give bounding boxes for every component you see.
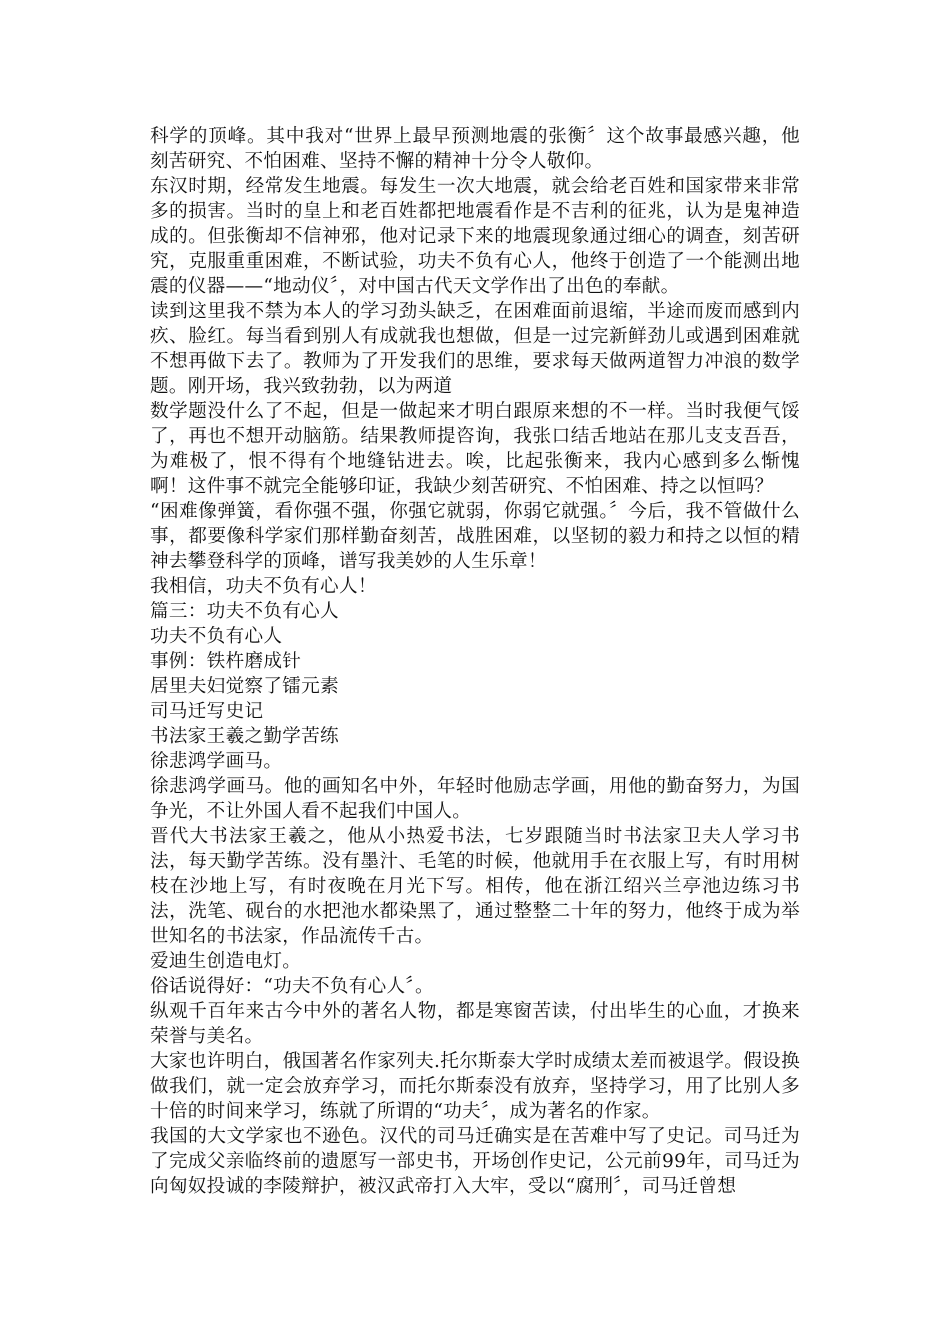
paragraph-2: 东汉时期，经常发生地震。每发生一次大地震，就会给老百姓和国家带来非常多的损害。当时的皇上和老百姓都把地震看作是不吉利的征兆，认为是鬼神造成的。但张衡却不信神邪，他对记录下来的地震现象通过细心的调查，刻苦研究，克服重重困难，不断试验，功夫不负有心人，他终于创造了一个能测出地震的仪器——“地动仪〞，对中国古代天文学作出了出色的奉献。: [150, 176, 800, 297]
paragraph-4: 数学题没什么了不起，但是一做起来才明白跟原来想的不一样。当时我便气馁了，再也不想开动脑筋。结果教师提咨询，我张口结舌地站在那儿支支吾吾，为难极了，恨不得有个地缝钻进去。唉，比起张衡来，我内心感到多么惭愧啊！这件事不就完全能够印证，我缺少刻苦研究、不怕困难、持之以恒吗？: [150, 401, 800, 497]
paragraph-15: 晋代大书法家王羲之，他从小热爱书法，七岁跟随当时书法家卫夫人学习书法，每天勤学苦练。没有墨汁、毛笔的时候，他就用手在衣服上写，有时用树枝在沙地上写，有时夜晚在月光下写。相传，他在浙江绍兴兰亭池边练习书法，洗笔、砚台的水把池水都染黑了，通过整整二十年的努力，他终于成为举世知名的书法家，作品流传千古。: [150, 826, 800, 947]
paragraph-14: 徐悲鸿学画马。他的画知名中外，年轻时他励志学画，用他的勤奋努力，为国争光，不让外国人看不起我们中国人。: [150, 776, 800, 822]
example-list-item: 司马迁写史记: [150, 701, 264, 722]
example-list-item: 事例：铁杵磨成针: [150, 651, 302, 672]
paragraph-1: 科学的顶峰。其中我对“世界上最早预测地震的张衡〞这个故事最感兴趣，他刻苦研究、不怕困难、坚持不懈的精神十分令人敬仰。: [150, 126, 800, 172]
paragraph-20: 我国的大文学家也不逊色。汉代的司马迁确实是在苦难中写了史记。司马迁为了完成父亲临终前的遗愿写一部史书，开场创作史记，公元前99年，司马迁为向匈奴投诚的李陵辩护，被汉武帝打入大牢，受以“腐刑〞，司马迁曾想: [150, 1126, 800, 1197]
example-list-item: 徐悲鸿学画马。: [150, 751, 283, 772]
paragraph-6: 我相信，功夫不负有心人！: [150, 576, 377, 597]
document-body: [150, 124, 800, 1199]
paragraph-5: “困难像弹簧，看你强不强，你强它就弱，你弱它就强。〞今后，我不管做什么事，都要像科学家们那样勤奋刻苦，战胜困难，以坚韧的毅力和持之以恒的精神去攀登科学的顶峰，谱写我美妙的人生乐章！: [150, 501, 800, 572]
paragraph-18: 纵观千百年来古今中外的著名人物，都是寒窗苦读，付出毕生的心血，才换来荣誉与美名。: [150, 1001, 800, 1047]
section-heading: 篇三：功夫不负有心人: [150, 601, 339, 622]
paragraph-3: 读到这里我不禁为本人的学习劲头缺乏，在困难面前退缩，半途而废而感到内疚、脸红。每当看到别人有成就我也想做，但是一过完新鲜劲儿或遇到困难就不想再做下去了。教师为了开发我们的思维，要求每天做两道智力冲浪的数学题。刚开场，我兴致勃勃，以为两道: [150, 301, 800, 397]
example-list-item: 书法家王羲之勤学苦练: [150, 726, 339, 747]
example-list-item: 居里夫妇觉察了镭元素: [150, 676, 339, 697]
essay-title: 功夫不负有心人: [150, 626, 283, 647]
paragraph-16: 爱迪生创造电灯。: [150, 951, 302, 972]
paragraph-19: 大家也许明白，俄国著名作家列夫.托尔斯泰大学时成绩太差而被退学。假设换做我们，就一定会放弃学习，而托尔斯泰没有放弃，坚持学习，用了比别人多十倍的时间来学习，练就了所谓的“功夫〞，成为著名的作家。: [150, 1051, 800, 1122]
paragraph-17: 俗话说得好：“功夫不负有心人〞。: [150, 976, 434, 997]
